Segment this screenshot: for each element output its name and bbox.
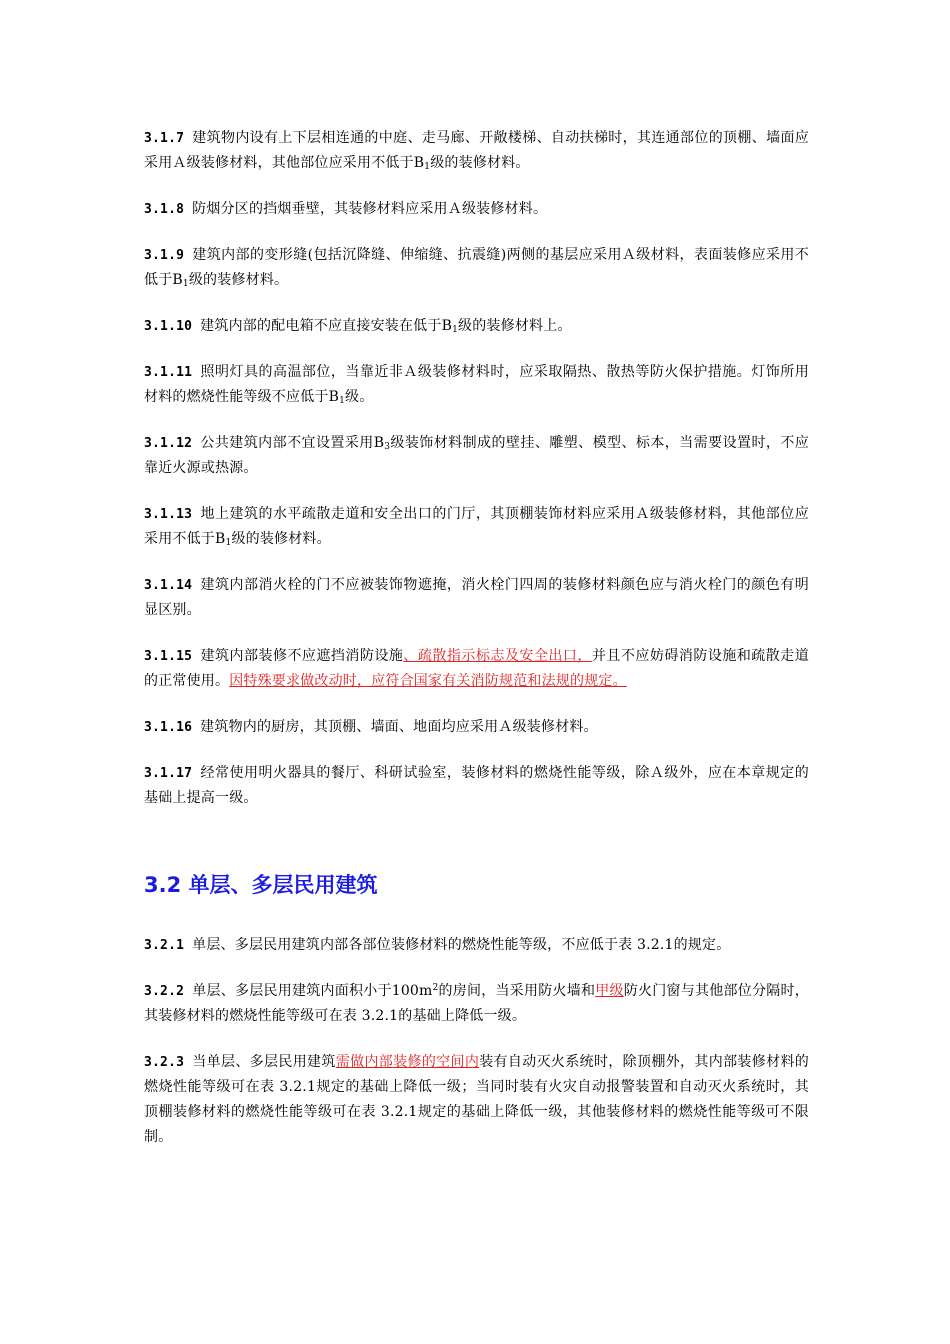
clause-3-1-9: 3.1.9 建筑内部的变形缝(包括沉降缝、伸缩缝、抗震缝)两侧的基层应采用Ａ级材料，表面装修应采用不低于$B_1$级的装修材料。 (144, 247, 809, 289)
revision-mark: 、疏散指示标志及安全出口， (403, 648, 592, 664)
clause-3-2-2: 3.2.2 单层、多层民用建筑内面积小于$100m^2$的房间，当采用防火墙和甲级防火门窗与其他部位分隔时，其装修材料的燃烧性能等级可在表 3.2.1的基础上降低一级。 (144, 983, 809, 1024)
document-page (144, 126, 809, 1171)
clause-number: 3.1.10 (144, 319, 193, 334)
clause-number: 3.1.17 (144, 766, 193, 781)
clause-number: 3.1.12 (144, 436, 193, 451)
clause-number: 3.1.14 (144, 578, 193, 593)
section-heading-3-2: 3.2 单层、多层民用建筑 (144, 873, 378, 897)
clause-3-1-11: 3.1.11 照明灯具的高温部位，当靠近非Ａ级装修材料时，应采取隔热、散热等防火保护措施。灯饰所用材料的燃烧性能等级不应低于$B_1$级。 (144, 364, 809, 406)
clause-3-1-13: 3.1.13 地上建筑的水平疏散走道和安全出口的门厅，其顶棚装饰材料应采用Ａ级装修材料，其他部位应采用不低于$B_1$级的装修材料。 (144, 506, 809, 548)
clause-number: 3.1.9 (144, 248, 185, 263)
clause-number: 3.1.7 (144, 131, 185, 146)
clause-3-1-16: 3.1.16 建筑物内的厨房，其顶棚、墙面、地面均应采用Ａ级装修材料。 (144, 719, 598, 735)
clause-3-2-1: 3.2.1 单层、多层民用建筑内部各部位装修材料的燃烧性能等级，不应低于表 3.2.1的规定。 (144, 937, 731, 953)
clause-number: 3.1.13 (144, 507, 193, 522)
clause-number: 3.2.1 (144, 938, 185, 953)
clause-number: 3.1.11 (144, 365, 193, 380)
clause-3-1-8: 3.1.8 防烟分区的挡烟垂壁，其装修材料应采用Ａ级装修材料。 (144, 201, 548, 217)
clause-number: 3.1.16 (144, 720, 193, 735)
clause-number: 3.1.15 (144, 649, 193, 664)
revision-mark: 甲级 (595, 983, 624, 999)
clause-number: 3.2.2 (144, 984, 185, 999)
clause-3-1-12: 3.1.12 公共建筑内部不宜设置采用$B_3$级装饰材料制成的壁挂、雕塑、模型、标本，当需要设置时，不应靠近火源或热源。 (144, 435, 809, 476)
clause-3-1-14: 3.1.14 建筑内部消火栓的门不应被装饰物遮掩，消火栓门四周的装修材料颜色应与消火栓门的颜色有明显区别。 (144, 577, 809, 618)
clause-3-1-15: 3.1.15 建筑内部装修不应遮挡消防设施、疏散指示标志及安全出口，并且不应妨碍消防设施和疏散走道的正常使用。因特殊要求做改动时，应符合国家有关消防规范和法规的规定。 (144, 648, 809, 689)
clause-number: 3.1.8 (144, 202, 185, 217)
clause-number: 3.2.3 (144, 1055, 185, 1070)
clause-3-1-17: 3.1.17 经常使用明火器具的餐厅、科研试验室，装修材料的燃烧性能等级，除Ａ级外，应在本章规定的基础上提高一级。 (144, 765, 809, 806)
revision-mark: 需做内部装修的空间内 (335, 1054, 480, 1070)
clause-3-1-7: 3.1.7 建筑物内设有上下层相连通的中庭、走马廊、开敞楼梯、自动扶梯时，其连通部位的顶棚、墙面应采用Ａ级装修材料，其他部位应采用不低于$B_1$级的装修材料。 (144, 130, 809, 172)
revision-mark: 因特殊要求做改动时，应符合国家有关消防规范和法规的规定。 (229, 673, 627, 689)
clause-3-2-3: 3.2.3 当单层、多层民用建筑需做内部装修的空间内装有自动灭火系统时，除顶棚外，其内部装修材料的燃烧性能等级可在表 3.2.1规定的基础上降低一级；当同时装有火灾自动报警装置和自动灭火系统时，其顶棚装修材料的燃烧性能等级可在表 3.2.1规定的基础上降低一级，其他装修材料的燃烧性能等级可不限制。 (144, 1054, 809, 1145)
clause-3-1-10: 3.1.10 建筑内部的配电箱不应直接安装在低于$B_1$级的装修材料上。 (144, 318, 572, 335)
